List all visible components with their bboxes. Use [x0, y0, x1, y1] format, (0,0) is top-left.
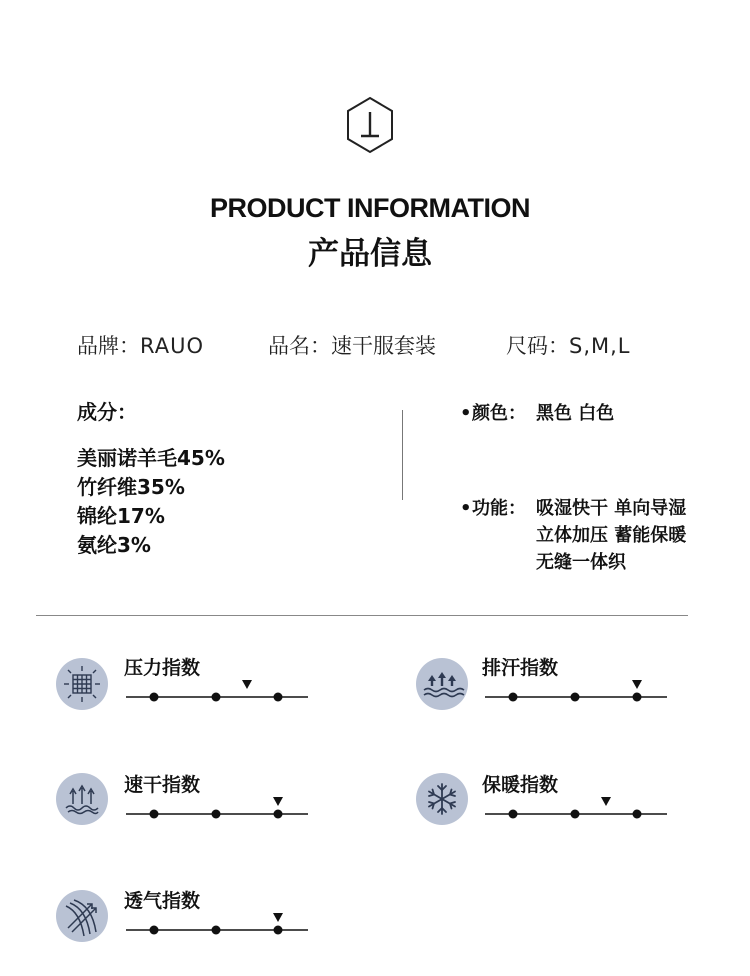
scale-dot	[212, 926, 221, 935]
compression-index-label: 压力指数	[124, 657, 201, 679]
brand-value: RAUO	[140, 334, 205, 358]
breathability-index-scale	[124, 910, 310, 940]
scale-dot	[212, 810, 221, 819]
sweat-wicking-icon	[416, 658, 468, 710]
brand-spec	[77, 330, 204, 360]
composition-item: 氨纶3%	[77, 533, 151, 557]
composition-item: 美丽诺羊毛45%	[77, 446, 225, 470]
sweat-index-label: 排汗指数	[482, 657, 559, 679]
color-feature: •颜色： 黑色 白色	[460, 400, 526, 427]
level-marker	[632, 680, 642, 689]
product-name-spec	[268, 330, 436, 360]
function-line: 吸湿快干 单向导湿	[536, 498, 687, 519]
quick-dry-icon	[56, 773, 108, 825]
compression-index-scale	[124, 677, 310, 707]
sweat-index-scale	[483, 677, 669, 707]
color-value: 黑色 白色	[536, 403, 615, 424]
title-chinese: 产品信息	[308, 236, 432, 272]
function-feature: •功能： 吸湿快干 单向导湿 立体加压 蓄能保暖 无缝一体织	[460, 495, 526, 522]
level-marker	[273, 797, 283, 806]
composition-list	[77, 444, 225, 560]
compression-fabric-icon	[56, 658, 108, 710]
function-label: 功能：	[472, 498, 526, 519]
scale-dot	[150, 926, 159, 935]
quick-dry-index-scale	[124, 794, 310, 824]
function-line: 无缝一体织	[536, 552, 626, 573]
size-spec	[506, 330, 631, 360]
warmth-index-label: 保暖指数	[482, 774, 559, 796]
warmth-index-scale	[483, 794, 669, 824]
color-label: 颜色：	[472, 403, 526, 424]
composition-title: 成分：	[77, 400, 137, 424]
scale-dot	[509, 810, 518, 819]
composition-item: 竹纤维35%	[77, 475, 185, 499]
scale-dot	[212, 693, 221, 702]
quick-dry-index-label: 速干指数	[124, 774, 201, 796]
function-line: 立体加压 蓄能保暖	[536, 525, 687, 546]
scale-dot	[150, 810, 159, 819]
breathability-index-label: 透气指数	[124, 890, 201, 912]
size-value: S,M,L	[569, 334, 631, 358]
scale-dot	[509, 693, 518, 702]
scale-dot	[150, 693, 159, 702]
brand-label: 品牌：	[77, 334, 140, 358]
product-name-value: 速干服套装	[331, 334, 436, 358]
title-english: PRODUCT INFORMATION	[210, 193, 530, 223]
down-arrow-hexagon-icon	[345, 96, 395, 154]
horizontal-divider	[36, 615, 688, 616]
vertical-divider	[402, 410, 403, 500]
scale-dot	[274, 926, 283, 935]
snowflake-icon	[416, 773, 468, 825]
level-marker	[242, 680, 252, 689]
composition-item: 锦纶17%	[77, 504, 165, 528]
breathable-icon	[56, 890, 108, 942]
level-marker	[273, 913, 283, 922]
scale-dot	[274, 693, 283, 702]
size-label: 尺码：	[506, 334, 569, 358]
level-marker	[601, 797, 611, 806]
scale-dot	[274, 810, 283, 819]
scale-dot	[571, 810, 580, 819]
scale-dot	[571, 693, 580, 702]
product-name-label: 品名：	[268, 334, 331, 358]
scale-dot	[633, 693, 642, 702]
scale-dot	[633, 810, 642, 819]
